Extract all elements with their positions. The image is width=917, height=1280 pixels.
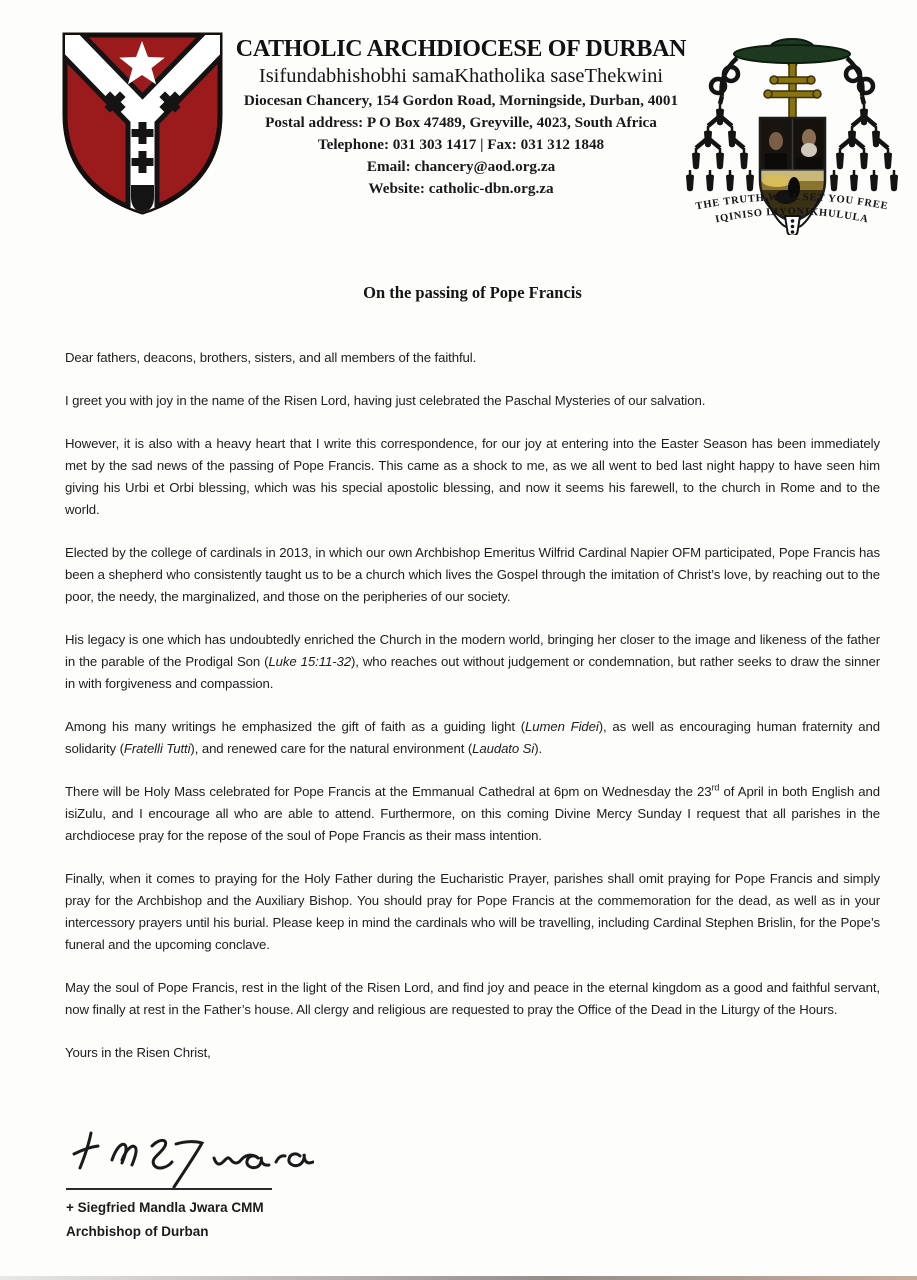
signatory-name: + Siegfried Mandla Jwara CMM: [66, 1200, 264, 1215]
signatory-title: Archbishop of Durban: [66, 1224, 209, 1239]
letter-paragraph: There will be Holy Mass celebrated for Pope Francis at the Emmanual Cathedral at 6pm on Wednesday the 23rd of April in both English and isiZulu, and I encourage all who are able to attend. Furthermore, on this coming Divine Mercy Sunday I request that all parishes in the archdiocese pray for the repose of the soul of Pope Francis as their mass intention.: [65, 782, 880, 843]
bishop-coat-of-arms-icon: [682, 30, 902, 235]
org-name: CATHOLIC ARCHDIOCESE OF DURBAN: [235, 36, 687, 62]
letter-body: [65, 283, 880, 1085]
letterhead: [230, 36, 692, 200]
handwritten-signature-icon: [64, 1122, 314, 1188]
email-line: Email: chancery@aod.org.za: [366, 158, 556, 175]
org-name-zulu: Isifundabhishobhi samaKhatholika saseThekwini: [258, 65, 664, 87]
letter-paragraph: May the soul of Pope Francis, rest in the light of the Risen Lord, and find joy and peace in the eternal kingdom as a good and faithful servant, now finally at rest in the Father’s house. All clergy and religious are requested to pray the Office of the Dead in the Liturgy of the Hours.: [65, 980, 880, 1017]
salutation: Dear fathers, deacons, brothers, sisters, and all members of the faithful.: [65, 350, 477, 365]
address-line: Diocesan Chancery, 154 Gordon Road, Morningside, Durban, 4001: [243, 92, 679, 109]
postal-line: Postal address: P O Box 47489, Greyville, 4023, South Africa: [265, 114, 657, 131]
signature-line: [66, 1188, 272, 1190]
phone-fax-line: Telephone: 031 303 1417 | Fax: 031 312 1848: [317, 136, 605, 153]
signature-block: [62, 1122, 402, 1244]
motto-english: THE TRUTH WILL SET YOU FREE: [694, 191, 890, 213]
letter-paragraph: Finally, when it comes to praying for the Holy Father during the Eucharistic Prayer, parishes shall omit praying for Pope Francis and simply pray for the Archbishop and the Auxiliary Bishop. You should pray for Pope Francis at the commemoration for the dead, as well as in your intercessory prayers until his burial. Please keep in mind the cardinals who will be travelling, including Cardinal Stephen Brislin, for the Pope’s funeral and the upcoming conclave.: [65, 871, 880, 952]
letter-paragraph: Elected by the college of cardinals in 2013, in which our own Archbishop Emeritus Wilfrid Cardinal Napier OFM participated, Pope Francis has been a shepherd who consistently taught us to be a church which lives the Gospel through the imitation of Christ’s love, by reaching out to the poor, the needy, the marginalized, and those on the peripheries of our society.: [65, 545, 880, 604]
letter-paragraphs: [65, 390, 880, 1021]
archdiocese-shield-icon: [55, 25, 230, 220]
letter-paragraph: However, it is also with a heavy heart that I write this correspondence, for our joy at entering into the Easter Season has been immediately met by the sad news of the passing of Pope Francis. This came as a shock to me, as we all went to bed last night happy to have seen him giving his Urbi et Orbi blessing, which was his special apostolic blessing, and now it seems his farewell, to the church in Rome and to the world.: [65, 436, 880, 517]
subject-line: On the passing of Pope Francis: [363, 283, 582, 302]
website-line: Website: catholic-dbn.org.za: [368, 180, 554, 197]
closing-line: Yours in the Risen Christ,: [65, 1045, 211, 1060]
letter-paragraph: His legacy is one which has undoubtedly enriched the Church in the modern world, bringing her closer to the image and likeness of the father in the parable of the Prodigal Son (Luke 15:11-32), who reaches out without judgement or condemnation, but rather seeks to draw the sinner in with forgiveness and compassion.: [65, 632, 881, 691]
motto-zulu: IQINISO LIYONIKHULULA: [714, 206, 870, 226]
patriarchal-cross-icon: [764, 59, 821, 122]
galero-hat-icon: [734, 39, 850, 63]
letter-paragraph: Among his many writings he emphasized the gift of faith as a guiding light (Lumen Fidei), as well as encouraging human fraternity and solidarity (Fratelli Tutti), and renewed care for the natural environment (Laudato Si).: [65, 719, 880, 756]
letter-paragraph: I greet you with joy in the name of the Risen Lord, having just celebrated the Paschal Mysteries of our salvation.: [65, 393, 706, 408]
